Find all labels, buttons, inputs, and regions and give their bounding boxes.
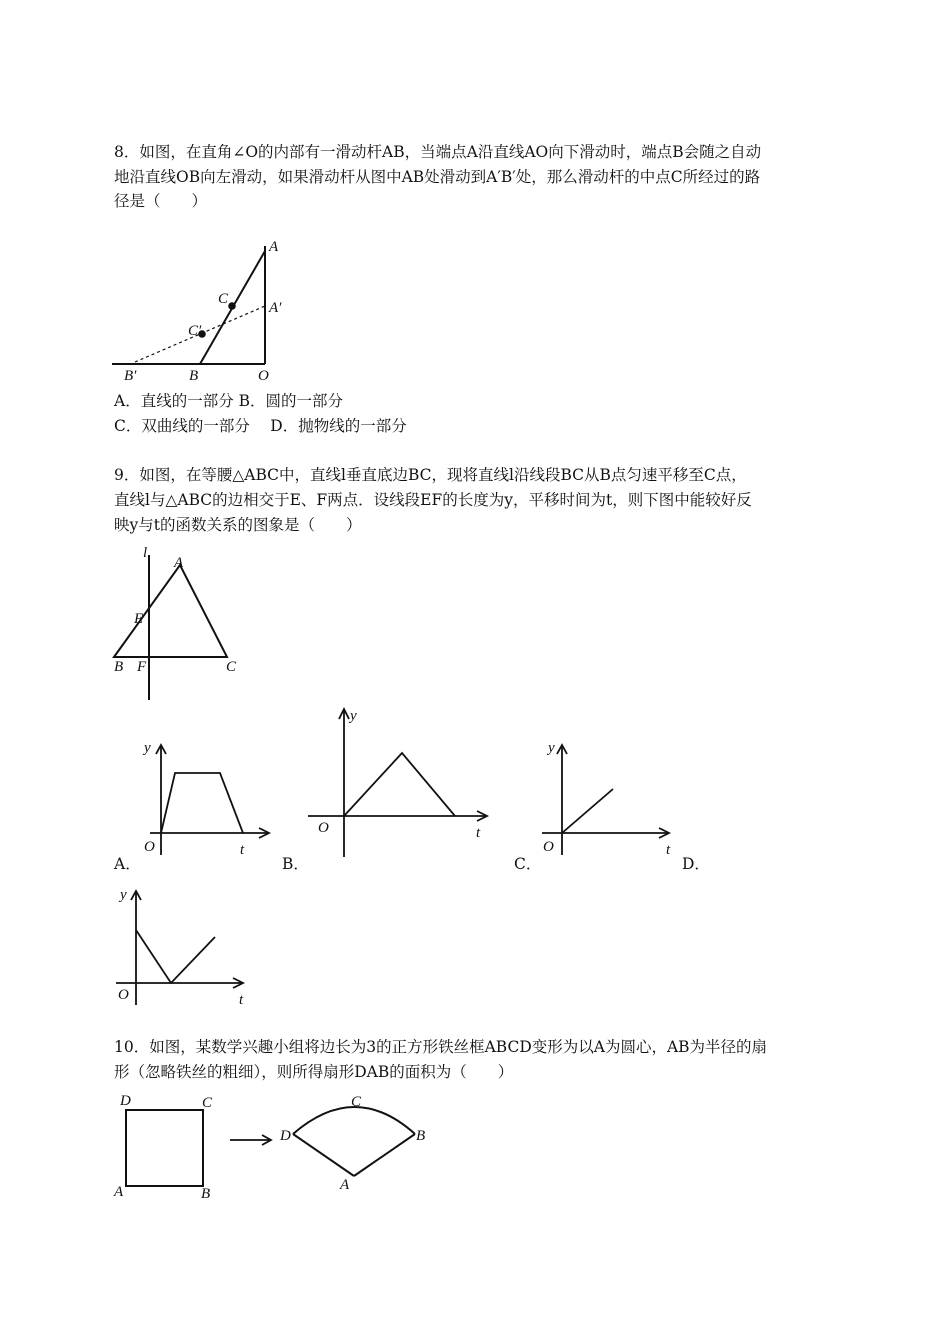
q8-label-A: A [269,239,279,255]
q8-label-C-prime: C′ [188,323,202,339]
q9-graph-c-y-label: y [548,740,555,756]
q9-graph-b-y-label: y [350,708,357,724]
q9-option-d[interactable]: D． [682,855,710,873]
q9-line-1: 9．如图，在等腰△ABC中，直线l垂直底边BC，现将直线l沿线段BC从B点匀速平移至C点， [114,466,747,484]
q9-graph-b [300,700,500,860]
q9-graph-a-t-label: t [240,842,245,858]
q9-graph-c-t-label: t [666,842,671,858]
q9-label-A: A [174,555,184,571]
q9-graph-d-origin-label: O [118,987,129,1003]
q10-label-B-square: B [201,1186,211,1202]
q8-label-A-prime: A′ [269,300,282,316]
q8-figure [110,238,300,388]
q9-line-3: 映y与t的函数关系的图象是（ ） [114,516,362,534]
q10-figure [110,1088,450,1208]
q10-label-D-square: D [120,1093,131,1109]
q9-graph-a [140,730,280,860]
q9-option-a[interactable]: A． [114,855,141,873]
q8-line-3: 径是（ ） [114,192,208,210]
q9-line-2: 直线l与△ABC的边相交于E、F两点．设线段EF的长度为y，平移时间为t，则下图中能较好反 [114,491,752,509]
q8-label-B-prime: B′ [124,368,137,384]
q8-label-B: B [189,368,199,384]
q9-graph-b-origin-label: O [318,820,329,836]
q9-option-b[interactable]: B． [282,855,309,873]
q10-line-2: 形（忽略铁丝的粗细），则所得扇形DAB的面积为（ ） [114,1063,514,1081]
q9-graph-c [540,730,680,860]
q8-label-O: O [258,368,269,384]
q9-graph-c-origin-label: O [543,839,554,855]
q9-label-C: C [226,659,237,675]
q10-label-D-sector: D [280,1128,291,1144]
q9-graph-a-origin-label: O [144,839,155,855]
q10-line-1: 10．如图，某数学兴趣小组将边长为3的正方形铁丝框ABCD变形为以A为圆心，AB为半径的扇 [114,1038,768,1056]
q9-option-c[interactable]: C． [514,855,542,873]
q9-label-B: B [114,659,124,675]
q8-options-row-1: A．直线的一部分 B．圆的一部分 [114,392,344,410]
q9-label-l: l [143,545,148,561]
q9-graph-d-t-label: t [239,992,244,1008]
q9-label-F: F [137,659,147,675]
q9-graph-d [114,880,254,1010]
q8-line-2: 地沿直线OB向左滑动，如果滑动杆从图中AB处滑动到A′B′处，那么滑动杆的中点C所经过的路 [114,168,761,186]
q8-options-row-2: C．双曲线的一部分 D．抛物线的一部分 [114,417,407,435]
q9-graph-d-y-label: y [120,887,127,903]
q10-label-A-square: A [114,1184,124,1200]
q8-line-1: 8．如图，在直角∠O的内部有一滑动杆AB，当端点A沿直线AO向下滑动时，端点B会随之自动 [114,143,762,161]
q9-triangle-figure [110,545,250,705]
q10-label-C-sector: C [351,1094,362,1110]
q10-label-C-square: C [202,1095,213,1111]
q8-label-C: C [218,291,229,307]
q10-label-B-sector: B [416,1128,426,1144]
q10-label-A-sector: A [340,1177,350,1193]
q9-graph-b-t-label: t [476,825,481,841]
q9-graph-a-y-label: y [144,740,151,756]
q9-label-E: E [134,611,144,627]
